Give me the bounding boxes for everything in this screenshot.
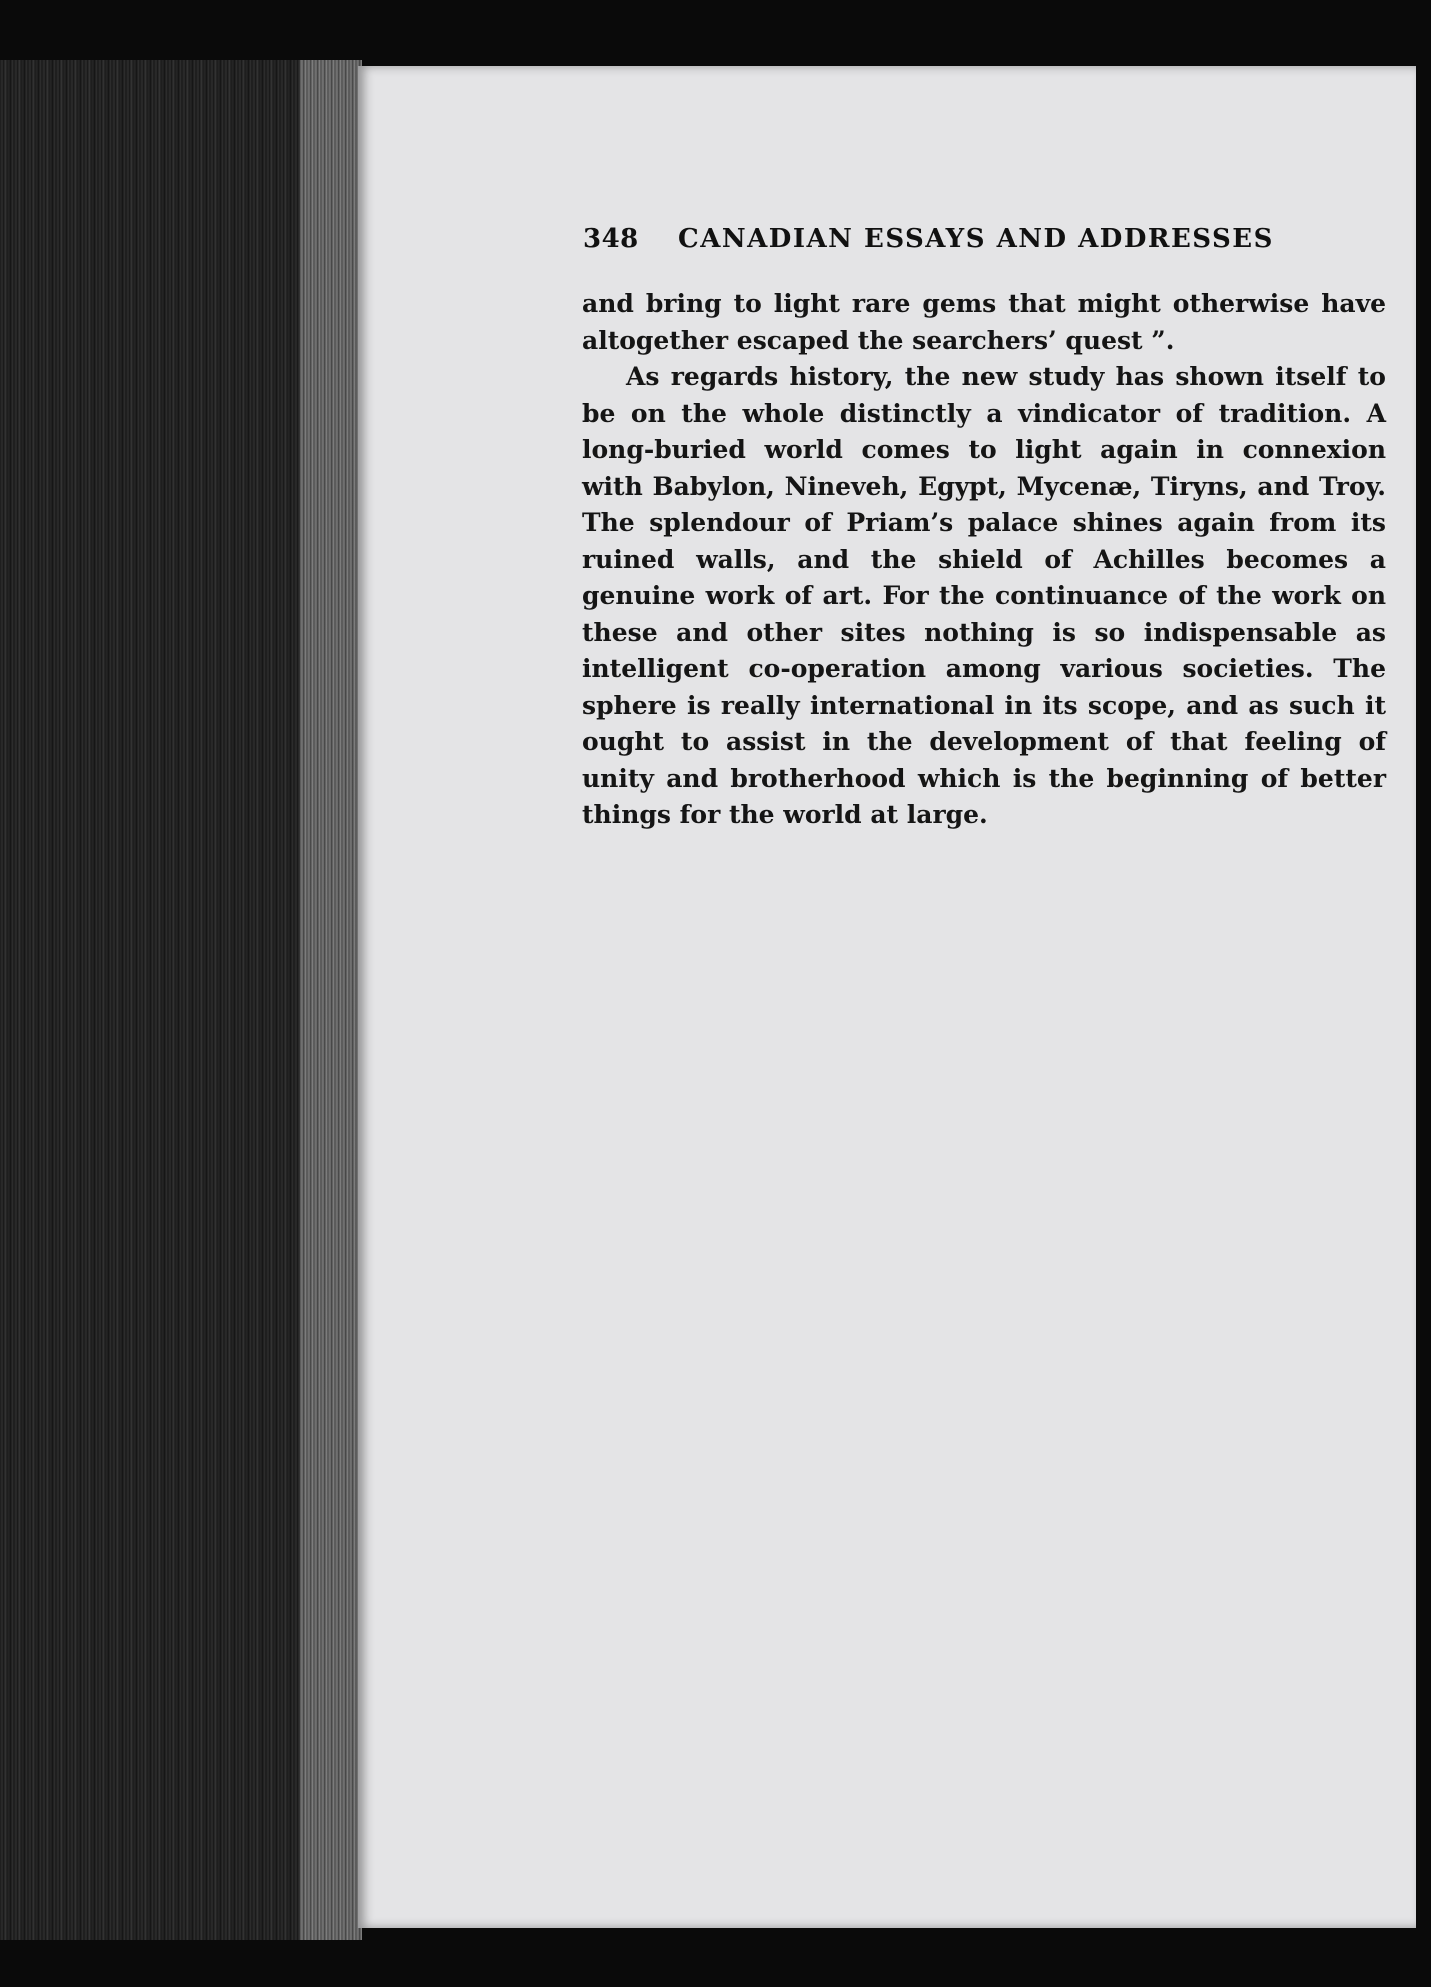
page-number: 348 <box>583 224 639 254</box>
body-text <box>582 286 1386 834</box>
paragraph-history: As regards history, the new study has shown itself to be on the whole distinctly a vindicator of tradition. A long-buried world comes to light again in connexion with Babylon, Nineveh, Egypt, Mycenæ, Tiryns, and Troy. The splendour of Priam’s palace shines again from its ruined walls, and the shield of Achilles becomes a genuine work of art. For the continuance of the work on these and other sites nothing is so indispensable as intelligent co-operation among various societies. The sphere is really international in its scope, and as such it ought to assist in the development of that feeling of unity and brotherhood which is the beginning of better things for the world at large. <box>582 362 1386 829</box>
running-title: CANADIAN ESSAYS AND ADDRESSES <box>678 224 1274 254</box>
page-edge-stack <box>300 60 362 1940</box>
paragraph-continuation: and bring to light rare gems that might otherwise have altogether escaped the searchers’ quest ”. <box>582 289 1386 355</box>
